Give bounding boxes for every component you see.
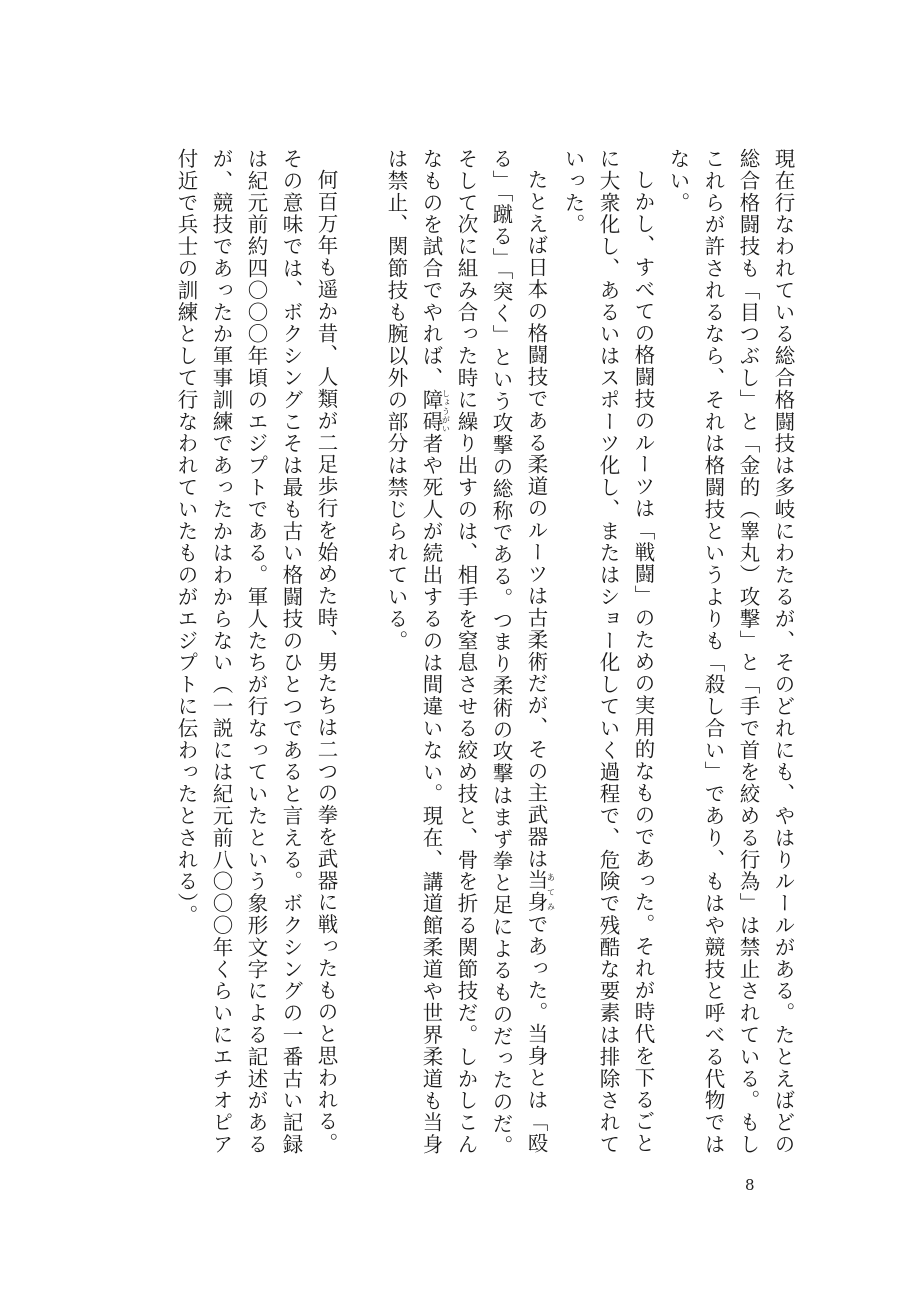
ruby-shougai-reading: しょうがい (441, 388, 451, 433)
paragraph-3-part-b: であった。当身とは「殴る」「蹴る」「突く」という攻撃の総称である。つまり柔術の攻撃はまず拳と足によるものだったのだ。そして次に組み合った時に繰り出すのは、相手を窒息させる絞め技と、骨を折る関節技だ。しかしこんなものを試合でやれば、 (419, 148, 548, 1157)
paragraph-3 (378, 148, 555, 1158)
ruby-atemi-base: 当身 (524, 869, 548, 914)
ruby-atemi-reading: あてみ (546, 869, 556, 914)
paragraph-1: 現在行なわれている総合格闘技は多岐にわたるが、そのどれにも、やはりルールがある。たとえばどの総合格闘技も「目つぶし」と「金的（睾丸）攻撃」と「手で首を絞める行為」は禁止されている。もしこれらが許されるなら、それは格闘技というよりも「殺し合い」であり、もはや競技と呼べる代物ではない。 (666, 148, 795, 1156)
ruby-atemi (524, 869, 556, 914)
vertical-text-body (100, 148, 800, 1158)
ruby-shougai (419, 388, 451, 433)
ruby-shougai-base: 障碍 (419, 388, 443, 433)
paragraph-4: 何百万年も遥か昔、人類が二足歩行を始めた時、男たちは二つの拳を武器に戦ったものと思われる。その意味では、ボクシングこそは最も古い格闘技のひとつであると言える。ボクシングの一番古い記録は紀元前約四〇〇〇年頃のエジプトである。軍人たちが行なっていたという象形文字による記述があるが、競技であったか軍事訓練であったかはわからない（一説には紀元前八〇〇〇年くらいにエチオピア付近で兵士の訓練として行なわれていたものがエジプトに伝わったとされる）。 (174, 148, 338, 1156)
paragraph-2: しかし、すべての格闘技のルーツは「戦闘」のための実用的なものであった。それが時代を下るごとに大衆化し、あるいはスポーツ化し、またはショー化していく過程で、危険で残酷な要素は排除されていった。 (561, 148, 655, 1156)
paragraph-3-part-c: 者や死人が続出するのは間違いない。現在、講道館柔道や世界柔道も当身は禁止、関節技も腕以外の部分は禁じられている。 (384, 148, 443, 1156)
paragraph-3-part-a: たとえば日本の格闘技である柔道のルーツは古柔術だが、その主武器は (524, 168, 548, 870)
page-number: 8 (745, 1176, 755, 1194)
